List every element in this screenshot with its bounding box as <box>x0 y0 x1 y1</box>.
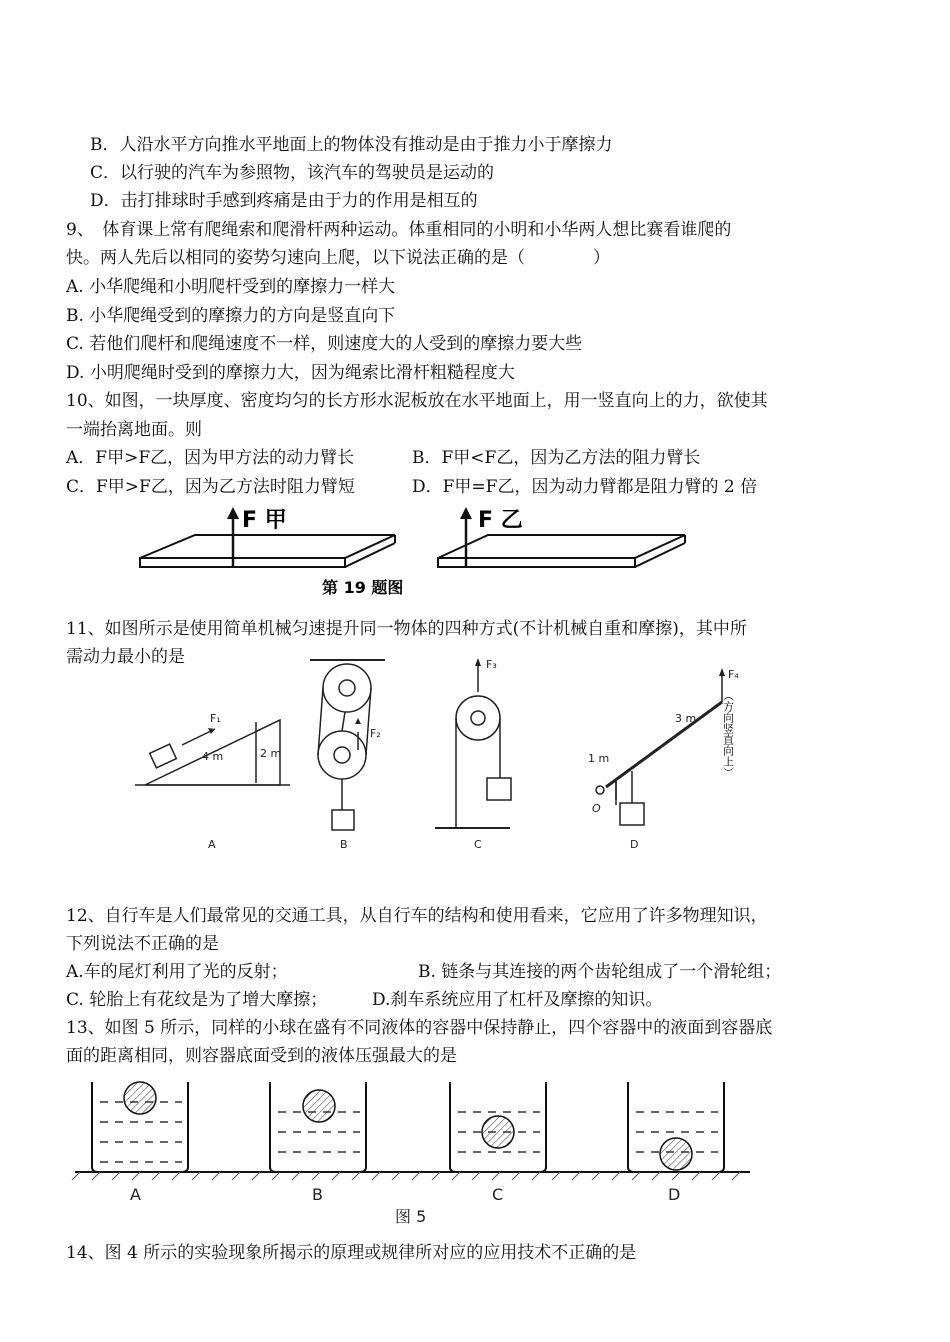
q8-option-b: B．人沿水平方向推水平地面上的物体没有推动是由于推力小于摩擦力 <box>90 135 613 155</box>
label-a: A <box>130 1185 141 1204</box>
pulley-fixed-b <box>323 664 371 712</box>
q10-stem-line2: 一端抬离地面。则 <box>66 420 202 440</box>
pulley-movable-b <box>318 731 366 779</box>
q9-option-b: B. 小华爬绳受到的摩擦力的方向是竖直向下 <box>66 306 396 326</box>
label-b: B <box>312 1185 323 1204</box>
q12-stem-line1: 12、自行车是人们最常见的交通工具，从自行车的结构和使用看来，它应用了许多物理知识， <box>66 906 768 926</box>
q13-caption: 图 5 <box>395 1207 427 1226</box>
q12-option-d: D.刹车系统应用了杠杆及摩擦的知识。 <box>372 990 663 1010</box>
q9-option-d: D. 小明爬绳时受到的摩擦力大，因为绳索比滑杆粗糙程度大 <box>66 363 515 383</box>
label-c: C <box>474 838 482 851</box>
label-d: D <box>630 838 639 851</box>
q11-figure <box>130 650 745 860</box>
q10-figure <box>130 505 700 600</box>
q11-stem-line1: 11、如图所示是使用简单机械匀速提升同一物体的四种方式(不计机械自重和摩擦)，其中所 <box>66 619 747 639</box>
label-3m: 3 m <box>675 712 697 725</box>
q10-caption: 第 19 题图 <box>322 578 404 597</box>
q13-stem-line1: 13、如图 5 所示，同样的小球在盛有不同液体的容器中保持静止，四个容器中的液面到容器底 <box>66 1018 773 1038</box>
q12-option-c: C. 轮胎上有花纹是为了增大摩擦； <box>66 990 328 1010</box>
label-f3: F₃ <box>486 658 497 671</box>
ball-d <box>660 1138 692 1170</box>
q9-stem-line2: 快。两人先后以相同的姿势匀速向上爬，以下说法正确的是（ ） <box>66 248 610 268</box>
q13-stem-line2: 面的距离相同，则容器底面受到的液体压强最大的是 <box>66 1046 457 1066</box>
label-f4: F₄ <box>728 668 739 681</box>
label-f-jia: F 甲 <box>242 508 287 533</box>
q10-option-b: B．F甲<F乙，因为乙方法的阻力臂长 <box>412 448 701 468</box>
q12-option-a: A.车的尾灯利用了光的反射； <box>66 962 288 982</box>
label-d: D <box>668 1185 681 1204</box>
block-c <box>487 778 511 800</box>
q10-option-a: A．F甲>F乙，因为甲方法的动力臂长 <box>66 448 355 468</box>
left-slab-top <box>140 535 395 558</box>
label-f2: F₂ <box>370 727 381 740</box>
block-a <box>150 744 177 768</box>
left-slab-front <box>140 558 345 567</box>
q11-stem-line2: 需动力最小的是 <box>66 647 185 667</box>
label-f1: F₁ <box>210 712 221 725</box>
ball-b <box>303 1090 335 1122</box>
label-f-yi: F 乙 <box>478 508 523 533</box>
label-c: C <box>492 1185 504 1204</box>
pulley-c <box>456 696 500 740</box>
right-slab-top <box>438 535 685 558</box>
block-d <box>620 803 644 825</box>
block-b <box>332 810 354 830</box>
label-o: O <box>592 802 601 815</box>
label-1m: 1 m <box>588 752 610 765</box>
q9-option-a: A. 小华爬绳和小明爬杆受到的摩擦力一样大 <box>66 277 396 297</box>
q10-option-d: D．F甲=F乙，因为动力臂都是阻力臂的 2 倍 <box>412 477 758 497</box>
q9-option-c: C. 若他们爬杆和爬绳速度不一样，则速度大的人受到的摩擦力要大些 <box>66 334 583 354</box>
q9-stem-line1: 9、 体育课上常有爬绳索和爬滑杆两种运动。体重相同的小明和小华两人想比赛看谁爬的 <box>66 220 732 240</box>
label-b: B <box>340 838 348 851</box>
q12-stem-line2: 下列说法不正确的是 <box>66 934 219 954</box>
q13-figure <box>70 1072 760 1232</box>
label-2m: 2 m <box>260 747 282 760</box>
lever-d <box>606 702 722 787</box>
label-a: A <box>208 838 216 851</box>
q14-stem-line1: 14、图 4 所示的实验现象所揭示的原理或规律所对应的应用技术不正确的是 <box>66 1243 637 1263</box>
right-slab-front <box>438 558 635 567</box>
q10-option-c: C．F甲>F乙，因为乙方法时阻力臂短 <box>66 477 355 497</box>
q12-option-b: B. 链条与其连接的两个齿轮组成了一个滑轮组； <box>418 962 782 982</box>
q8-option-d: D．击打排球时手感到疼痛是由于力的作用是相互的 <box>90 191 478 211</box>
q10-stem-line1: 10、如图，一块厚度、密度均匀的长方形水泥板放在水平地面上，用一竖直向上的力，欲使其 <box>66 391 768 411</box>
q8-option-c: C．以行驶的汽车为参照物，该汽车的驾驶员是运动的 <box>90 163 495 183</box>
ball-c <box>482 1116 514 1148</box>
label-f4-note: （方向竖直向上） <box>721 690 735 778</box>
label-4m: 4 m <box>202 750 224 763</box>
ball-a <box>124 1082 156 1114</box>
